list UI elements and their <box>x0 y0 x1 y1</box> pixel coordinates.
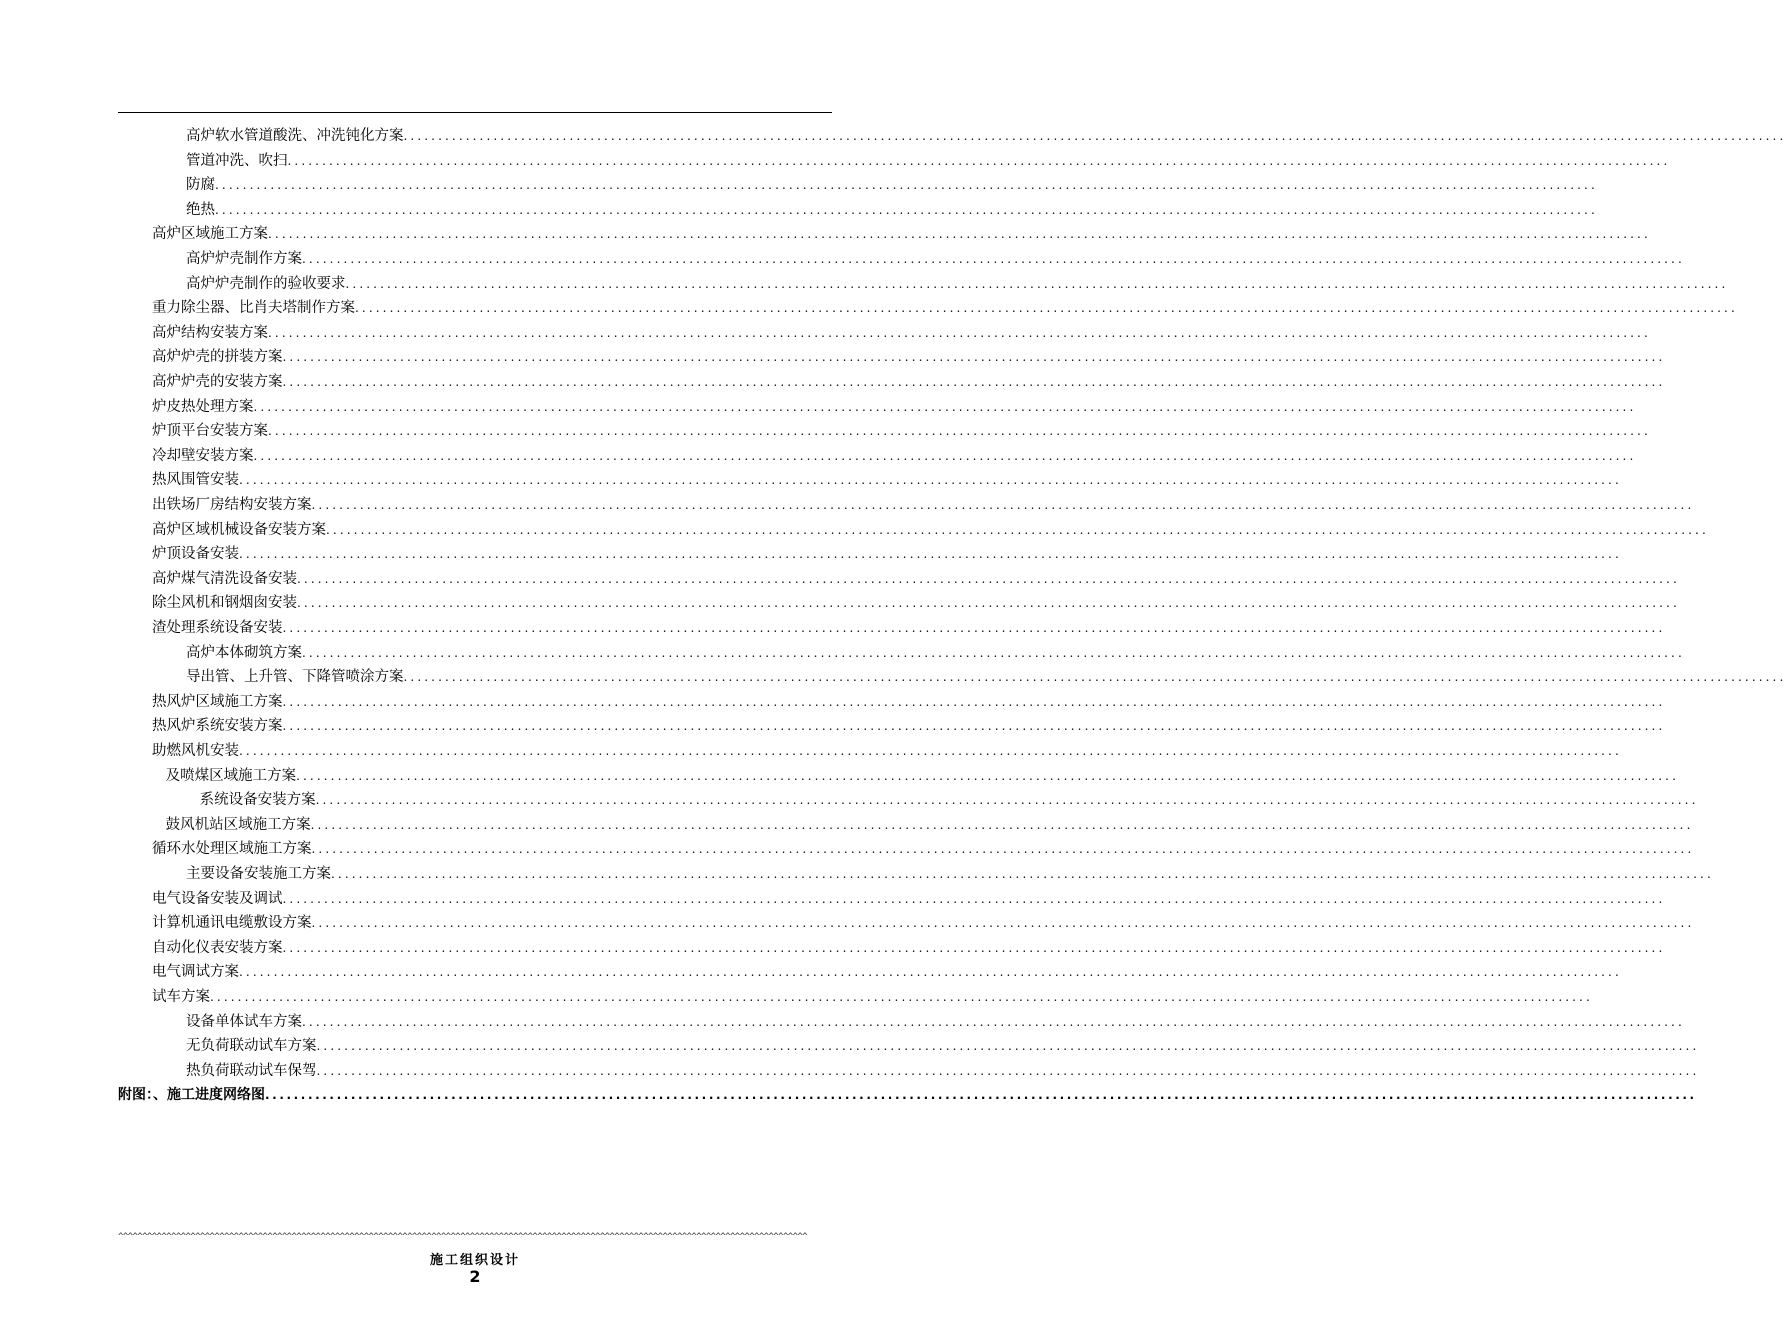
toc-dot-leader: ........................................................................................................................................................................................................ <box>239 473 1622 488</box>
toc-dot-leader: ........................................................................................................................................................................................................ <box>210 990 1593 1004</box>
toc-entry-label: 防腐 <box>186 177 215 194</box>
toc-entry[interactable] <box>152 591 1680 615</box>
toc-entry-label: 重力除尘器、比肖夫塔制作方案 <box>152 300 355 317</box>
toc-entry[interactable] <box>152 493 1695 517</box>
toc-entry-label: 自动化仪表安装方案 <box>152 939 283 956</box>
toc-dot-leader: ........................................................................................................................................................................................................ <box>311 842 1695 857</box>
toc-entry[interactable] <box>152 345 1666 369</box>
toc-entry[interactable] <box>152 419 1651 443</box>
toc-entry-label: 高炉炉壳的拼装方案 <box>152 349 283 366</box>
toc-entry-label: 高炉炉壳的安装方案 <box>152 374 283 390</box>
page-number: 2 <box>469 1267 481 1286</box>
toc-entry[interactable] <box>152 444 1637 468</box>
toc-dot-leader: ........................................................................................................................................................................................................ <box>403 129 1786 143</box>
toc-dot-leader: ........................................................................................................................................................................................................ <box>215 178 1598 193</box>
toc-dot-leader: ........................................................................................................................................................................................................ <box>239 965 1622 980</box>
toc-entry-label: 高炉炉壳制作方案 <box>186 251 302 267</box>
toc-dot-leader: ........................................................................................................................................................................................................ <box>403 670 1786 685</box>
toc-dot-leader: ........................................................................................................................................................................................................ <box>282 375 1666 389</box>
toc-dot-leader: ........................................................................................................................................................................................................ <box>316 1063 1700 1078</box>
toc-entry-label: 电气设备安装及调试 <box>152 890 283 907</box>
toc-entry[interactable] <box>152 936 1666 960</box>
toc-entry[interactable] <box>186 124 1786 148</box>
toc-dot-leader: ........................................................................................................................................................................................................ <box>326 522 1709 537</box>
toc-dot-leader: ........................................................................................................................................................................................................ <box>239 744 1622 758</box>
toc-entry[interactable] <box>152 222 1651 246</box>
toc-dot-leader: ........................................................................................................................................................................................................ <box>282 350 1666 365</box>
toc-entry[interactable] <box>186 1010 1685 1034</box>
toc-dot-leader: ........................................................................................................................................................................................................ <box>331 867 1714 881</box>
toc-dot-leader: ........................................................................................................................................................................................................ <box>297 571 1680 586</box>
toc-dot-leader: ........................................................................................................................................................................................................ <box>282 891 1666 906</box>
toc-dot-leader: ........................................................................................................................................................................................................ <box>310 817 1694 832</box>
toc-dot-leader: ........................................................................................................................................................................................................ <box>296 768 1679 783</box>
toc-entry-label: 除尘风机和钢烟囱安装 <box>152 595 297 612</box>
toc-entry[interactable] <box>152 739 1622 763</box>
toc-entry[interactable] <box>152 985 1593 1009</box>
toc-entry[interactable] <box>186 173 1598 197</box>
toc-entry[interactable] <box>152 567 1680 591</box>
toc-entry-label: 循环水处理区域施工方案 <box>152 841 312 858</box>
toc-entry-label: 绝热 <box>186 201 215 218</box>
toc-entry-label: 高炉区域机械设备安装方案 <box>152 521 326 538</box>
toc-entry-label: 渣处理系统设备安装 <box>152 620 283 636</box>
toc-dot-leader: ........................................................................................................................................................................................................ <box>268 424 1651 439</box>
toc-dot-leader: ........................................................................................................................................................................................................ <box>297 596 1680 611</box>
toc-dot-leader: ........................................................................................................................................................................................................ <box>253 399 1637 414</box>
toc-entry-label: 主要设备安装施工方案 <box>186 866 331 882</box>
toc-entry-label: 试车方案 <box>152 989 210 1005</box>
toc-entry[interactable] <box>152 690 1666 714</box>
toc-dot-leader: ........................................................................................................................................................................................................ <box>311 916 1695 931</box>
toc-entry[interactable] <box>152 518 1709 542</box>
toc-entry[interactable] <box>165 813 1694 837</box>
toc-entry[interactable] <box>152 395 1637 419</box>
toc-entry[interactable] <box>152 714 1666 738</box>
toc-entry-label: 高炉煤气清洗设备安装 <box>152 570 297 587</box>
toc-entry[interactable] <box>186 272 1729 296</box>
toc-entry[interactable] <box>199 788 1699 812</box>
toc-entry[interactable] <box>165 764 1679 788</box>
toc-dot-leader: ........................................................................................................................................................................................................ <box>315 793 1699 808</box>
toc-entry[interactable] <box>152 296 1738 320</box>
toc-entry[interactable] <box>186 149 1671 173</box>
toc-entry-label: 鼓风机站区域施工方案 <box>165 816 311 833</box>
toc-entry[interactable] <box>186 641 1685 665</box>
toc-entry-label: 系统设备安装方案 <box>199 792 316 809</box>
toc-entry[interactable] <box>152 616 1666 640</box>
toc-dot-leader: ........................................................................................................................................................................................................ <box>302 1014 1685 1029</box>
toc-dot-leader: ........................................................................................................................................................................................................ <box>355 301 1738 316</box>
toc-entry-label: 导出管、上升管、下降管喷涂方案 <box>186 669 404 686</box>
toc-entry[interactable] <box>118 1083 1697 1107</box>
toc-entry-label: 高炉本体砌筑方案 <box>186 644 302 661</box>
toc-entry-label: 高炉区域施工方案 <box>152 226 268 243</box>
toc-entry-label: 高炉结构安装方案 <box>152 324 268 341</box>
toc-entry[interactable] <box>152 887 1666 911</box>
toc-entry-label: 高炉软水管道酸洗、冲洗钝化方案 <box>186 128 404 144</box>
footer-document-title: 施工组织设计 <box>429 1253 520 1268</box>
toc-entry-label: 热风炉系统安装方案 <box>152 718 283 735</box>
toc-dot-leader: ........................................................................................................................................................................................................ <box>268 325 1651 340</box>
toc-dot-leader: ........................................................................................................................................................................................................ <box>239 547 1622 562</box>
toc-entry-label: 热负荷联动试车保驾 <box>186 1062 317 1079</box>
toc-entry[interactable] <box>152 542 1622 566</box>
toc-entry-label: 附图：、施工进度网络图 <box>118 1087 265 1104</box>
toc-entry-label: 管道冲洗、吹扫 <box>186 152 288 169</box>
toc-dot-leader: ........................................................................................................................................................................................................ <box>282 719 1666 734</box>
toc-entry[interactable] <box>186 1034 1700 1058</box>
toc-entry-label: 炉顶设备安装 <box>152 546 239 563</box>
toc-entry-label: 热风围管安装 <box>152 472 239 489</box>
toc-entry-label: 高炉炉壳制作的验收要求 <box>186 275 346 292</box>
toc-dot-leader: ........................................................................................................................................................................................................ <box>282 940 1666 955</box>
toc-entry-label: 无负荷联动试车方案 <box>186 1038 317 1055</box>
toc-entry-label: 及喷煤区域施工方案 <box>165 767 297 784</box>
toc-entry-label: 设备单体试车方案 <box>186 1013 302 1030</box>
header-rule <box>118 112 832 113</box>
toc-dot-leader: ........................................................................................................................................................................................................ <box>345 276 1729 291</box>
toc-dot-leader: ........................................................................................................................................................................................................ <box>282 621 1666 635</box>
toc-entry-label: 炉顶平台安装方案 <box>152 423 268 440</box>
toc-dot-leader: ........................................................................................................................................................................................................ <box>265 1088 1697 1103</box>
toc-dot-leader: ........................................................................................................................................................................................................ <box>253 448 1637 463</box>
toc-entry[interactable] <box>152 321 1651 345</box>
toc-entry[interactable] <box>186 247 1685 271</box>
toc-entry-label: 助燃风机安装 <box>152 743 239 759</box>
toc-dot-leader: ........................................................................................................................................................................................................ <box>302 645 1685 660</box>
toc-entry-label: 冷却壁安装方案 <box>152 447 254 464</box>
toc-entry-label: 电气调试方案 <box>152 964 239 981</box>
toc-dot-leader: ........................................................................................................................................................................................................ <box>268 227 1651 242</box>
toc-dot-leader: ........................................................................................................................................................................................................ <box>287 153 1671 168</box>
toc-entry-label: 出铁场厂房结构安装方案 <box>152 497 312 513</box>
toc-entry[interactable] <box>186 198 1598 222</box>
toc-entry[interactable] <box>186 665 1786 689</box>
toc-dot-leader: ........................................................................................................................................................................................................ <box>302 252 1685 266</box>
toc-entry[interactable] <box>152 911 1695 935</box>
footer-zigzag-divider: ^^^^^^^^^^^^^^^^^^^^^^^^^^^^^^^^^^^^^^^^^^^^^^^^^^^^^^^^^^^^^^^^^^^^^^^^^^^^^^^^^^^^^^^^^^^^^^^^^^^^^^^^^^^^^^^^^^^^^^^^^^^^^^^^^^^^^^^^^^^^^^^ <box>118 1232 808 1242</box>
toc-entry-label: 炉皮热处理方案 <box>152 398 254 415</box>
toc-entry[interactable] <box>152 370 1666 394</box>
toc-entry-label: 计算机通讯电缆敷设方案 <box>152 915 312 932</box>
toc-dot-leader: ........................................................................................................................................................................................................ <box>311 498 1695 512</box>
toc-entry[interactable] <box>186 862 1714 886</box>
toc-entry[interactable] <box>152 468 1622 492</box>
toc-entry[interactable] <box>152 960 1622 984</box>
toc-entry-label: 热风炉区域施工方案 <box>152 693 283 710</box>
toc-dot-leader: ........................................................................................................................................................................................................ <box>215 202 1598 217</box>
toc-dot-leader: ........................................................................................................................................................................................................ <box>282 694 1666 709</box>
toc-entry[interactable] <box>186 1059 1700 1083</box>
toc-entry[interactable] <box>152 837 1695 861</box>
toc-dot-leader: ........................................................................................................................................................................................................ <box>316 1039 1700 1054</box>
